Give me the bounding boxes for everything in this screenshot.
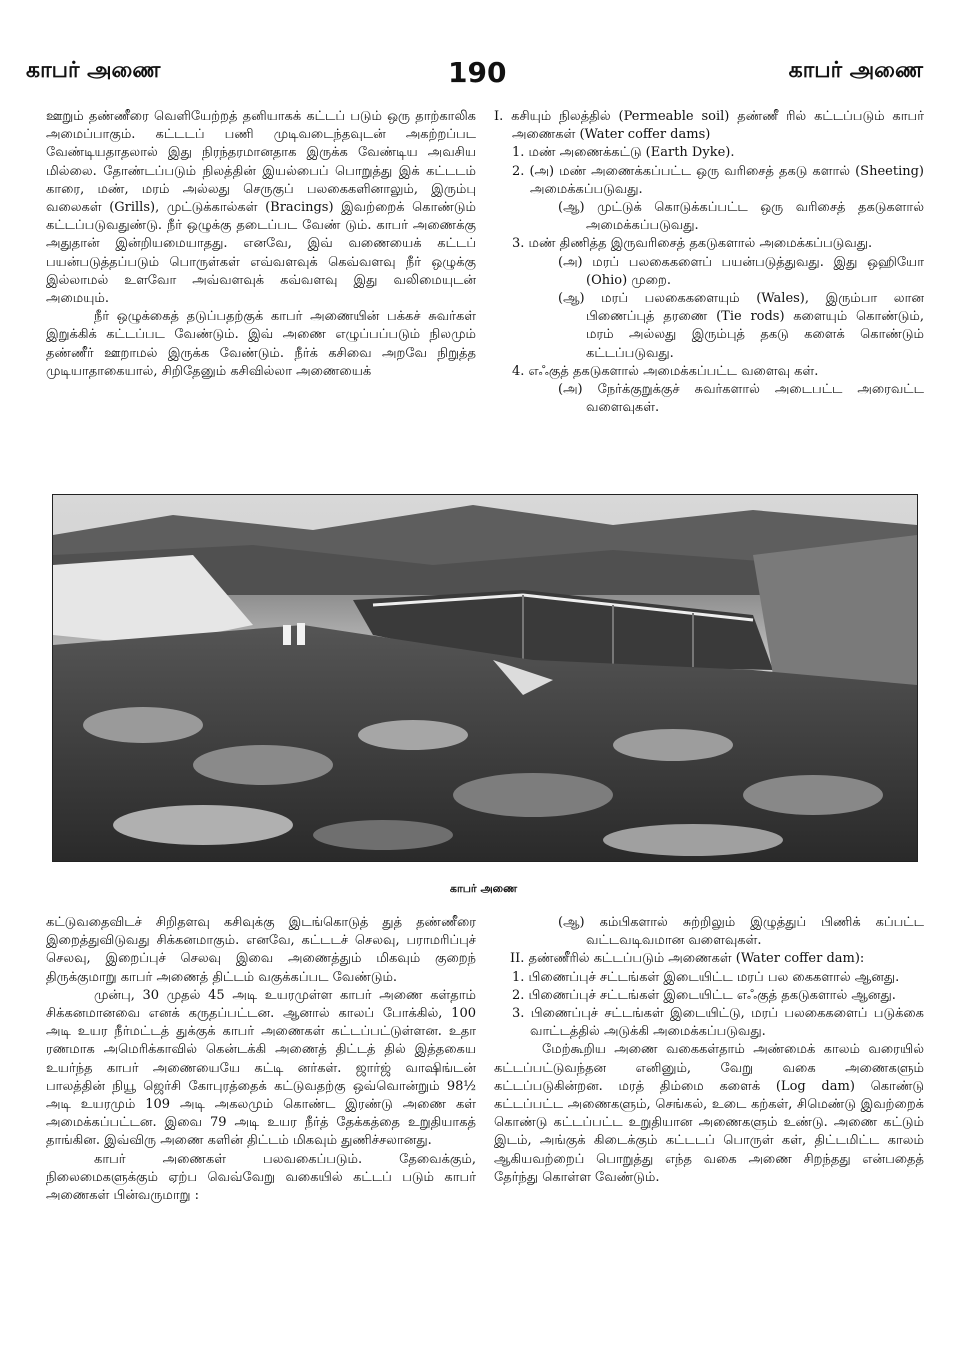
paragraph: ஊறும் தண்ணீரை வெளியேற்றத் தனியாகக் கட்டப் படும் ஒரு தாற்காலிக அமைப்பாகும். கட்டடப் பணி முடிவடைந்தவுடன் அகற்றப்பட வேண்டியதாதலால் இது நிரந்தரமானதாக இருக்க வேண்டிய அவசிய மில்லை. தோண்டப்படும் நிலத்தின் இயல்பைப் பொறுத்து இக் கட்டடம் காரை, மண், மரம் அல்லது செருகுப் பலகைகளினாலும், இரும்பு வலைகள் (Grills), முட்டுக்கால்கள் (Bracings) இவற்றைக் கொண்டும் கட்டப்படுவதுண்டு. நீர் ஒழுக்கு தடைப்பட வேண் டும். காபர் அணைக்கு அதுதான் இன்றியமையாதது. எனவே, இவ் வணையைக் கட்டப் பயன்படுத்தப்படும் பொருள்கள் எவ்வளவுக் கெவ்வளவு நீர் ஒழுக்கு இல்லாமல் உளவோ அவ்வளவுக் கவ்வளவு இது வலிமையுடன் அமையும். <box>46 109 476 307</box>
list-item: I. கசியும் நிலத்தில் (Permeable soil) தண்ணீ ரில் கட்டப்படும் காபர் அணைகள் (Water coffer dams) <box>494 109 924 143</box>
list-item: 1. மண் அணைக்கட்டு (Earth Dyke). <box>512 145 735 161</box>
paragraph: காபர் அணைகள் பலவகைப்படும். தேவைக்கும், நிலைமைகளுக்கும் ஏற்ப வெவ்வேறு வகையில் கட்டப் படும் காபர் அணைகள் பின்வருமாறு : <box>46 1151 476 1204</box>
list-item: (ஆ) மரப் பலகைகளையும் (Wales), இரும்பா லான பிணைப்புத் தரணை (Tie rods) களையும் கொண்டும், மரம் அல்லது இரும்புத் தகடு களைக் கொண்டும் கட்டப்படுவது. <box>558 291 924 361</box>
list-item: 1. பிணைப்புச் சட்டங்கள் இடையிட்ட மரப் பல கைகளால் ஆனது. <box>512 969 900 985</box>
list-item: (ஆ) கம்பிகளால் சுற்றிலும் இழுத்துப் பிணிக் கப்பட்ட வட்டவடிவமான வளைவுகள். <box>558 915 924 949</box>
list-item: 4. எஃகுத் தகடுகளால் அமைக்கப்பட்ட வளைவு கள். <box>512 363 819 379</box>
bottom-right-column <box>494 914 924 1187</box>
list-item: II. தண்ணீரில் கட்டப்படும் அணைகள் (Water coffer dam): <box>510 951 865 967</box>
page-header <box>0 0 967 110</box>
paragraph: கட்டுவதைவிடச் சிறிதளவு கசிவுக்கு இடங்கொடுத் துத் தண்ணீரை இறைத்துவிடுவது சிக்கனமாகும். எனவே, கட்டடச் செலவு, பராமரிப்புச் செலவு, இறைப்புச் செலவு இவை அணைத்தும் மிகவும் குறைந் திருக்குமாறு காபர் அணைத் திட்டம் வகுக்கப்பட வேண்டும். <box>46 915 476 985</box>
list-item: 2. பிணைப்புச் சட்டங்கள் இடையிட்ட எஃகுத் தகடுகளால் ஆனது. <box>512 987 896 1003</box>
list-item: 3. மண் திணித்த இருவரிசைத் தகடுகளால் அமைக்கப்படுவது. <box>512 236 873 252</box>
list-item: (அ) நேர்க்குறுக்குச் சுவர்களால் அடைபட்ட அரைவட்ட வளைவுகள். <box>558 382 924 416</box>
list-item: (அ) மரப் பலகைகளைப் பயன்படுத்துவது. இது ஒஹியோ (Ohio) முறை. <box>558 254 924 288</box>
coffer-dam-photo <box>52 494 918 862</box>
paragraph: நீர் ஒழுக்கைத் தடுப்பதற்குக் காபர் அணையின் பக்கச் சுவர்கள் இறுக்கிக் கட்டப்பட வேண்டும். இவ் அணை எழுப்பப்படும் நிலமும் தண்ணீர் ஊறாமல் இருக்க வேண்டும். நீர்க் கசிவை அறவே நிறுத்த முடியாதாகையால், சிறிதேனும் கசிவில்லா அணையைக் <box>46 309 476 379</box>
running-head-right: காபர் அணை <box>788 58 923 83</box>
paragraph: மேற்கூறிய அணை வகைகள்தாம் அண்மைக் காலம் வரையில் கட்டப்பட்டுவந்தன எனினும், வேறு வகை அணைகளும் கட்டப்படுகின்றன. மரத் திம்மை களைக் (Log dam) கொண்டு கட்டப்பட்ட அணைகளும், செங்கல், உடை கற்கள், சிமெண்டு இவற்றைக் கொண்டு கட்டப்பட்ட உறுதியான அணைகளும் உண்டு. அணை கட்டும் இடம், அங்குக் கிடைக்கும் கட்டடப் பொருள் கள், திட்டமிட்ட காலம் ஆகியவற்றைப் பொறுத்து எந்த வகை அணை சிறந்தது என்பதைத் தேர்ந்து கொள்ள வேண்டும். <box>494 1042 924 1185</box>
top-left-column <box>46 108 476 381</box>
list-item: 2. (அ) மண் அணைக்கப்பட்ட ஒரு வரிசைத் தகடு களால் (Sheeting) அமைக்கப்படுவது. <box>512 163 924 197</box>
top-right-column <box>494 108 924 417</box>
page-number: 190 <box>448 56 507 89</box>
paragraph: முன்பு, 30 முதல் 45 அடி உயரமுள்ள காபர் அணை கள்தாம் சிக்கனமானவை எனக் கருதப்பட்டன. ஆனால் காலப் போக்கில், 100 அடி உயர நீர்மட்டத் துக்குக் காபர் அணைகள் கட்டப்பட்டுள்ளன. உதா ரணமாக அமெரிக்காவில் கென்டக்கி அணைத் திட்டத் தில் இத்தகைய உயர்ந்த காபர் அணையையே கட்டி னர்கள். ஜார்ஜ் வாஷிங்டன் பாலத்தின் நியூ ஜெர்சி கோபுரத்தைக் கட்டுவதற்கு ஒவ்வொன்றும் 98½ அடி உயரமும் 109 அடி அகலமும் கொண்ட இரண்டு அணை கள் அமைக்கப்பட்டன. இவை 79 அடி உயர நீர்த் தேக்கத்தை உறுதியாகத் தாங்கின. இவ்விரு அணை களின் திட்டம் மிகவும் துணிச்சலானது. <box>46 987 476 1149</box>
bottom-left-column <box>46 914 476 1205</box>
photo-caption: காபர் அணை <box>449 882 518 895</box>
running-head-left: காபர் அணை <box>26 58 161 83</box>
list-item: 3. பிணைப்புச் சட்டங்கள் இடையிட்டு, மரப் பலகைகளைப் படுக்கை வாட்டத்தில் அடுக்கி அமைக்கப்படுவது. <box>512 1006 924 1040</box>
list-item: (ஆ) முட்டுக் கொடுக்கப்பட்ட ஒரு வரிசைத் தகடுகளால் அமைக்கப்படுவது. <box>558 200 924 234</box>
